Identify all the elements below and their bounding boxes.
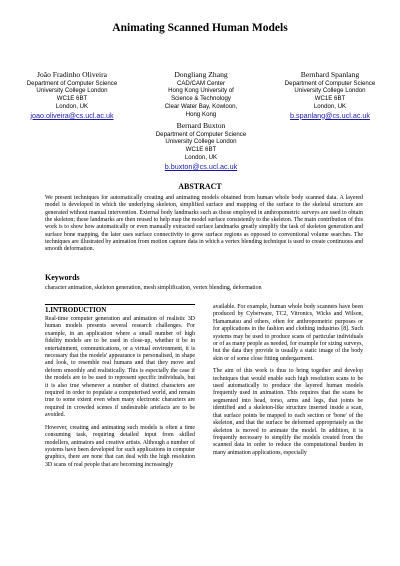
author-affiliation-line: University College London bbox=[36, 87, 108, 95]
author-block-spanlang bbox=[272, 70, 388, 120]
author-email-link[interactable]: joao.oliveira@cs.ucl.ac.uk bbox=[30, 110, 114, 120]
abstract-text: We present techniques for automatically creating and animating models obtained from human whole body scanned data. A layered model is developed in which the underlying skeleton, simplified surface and mapping of the surface to the skeletal structure are generated without manual intervention. External body landmarks such as those employed in anthropometric surveys are used to obtain the skeleton; these landmarks are then reused to help map the model surface consistently to the skeleton. The main contribution of this work is to show how automatically or even manually extracted surface landmarks greatly simplify the task of skeleton generation and surface bone mapping, the later uses surface connectivity to grow surface regions as opposed to conventional volume searches. The techniques are illustrated by animation from motion capture data in which a vertex blending technique is used to create continuous and smooth deformation. bbox=[45, 195, 363, 253]
author-affiliation-line: CAD/CAM Center bbox=[176, 79, 226, 87]
body-paragraph: The aim of this work is thus to bring together and develop techniques that would enable such high resolution scans to be used automatically to produce the layered human models frequently used in animation. This requires that the scans be segmented into head, torso, arms and legs, that joints be identified and a skeleton-like structure inserted inside a scan, that surface points be mapped to each section or 'bone' of the skeleton, and that the surface be deformed appropriately as the skeleton is moved to animate the model. In addition, it is frequently necessary to simplify the models created from the scanned data in order to reduce the computational burden in many animation applications, especially bbox=[213, 368, 363, 456]
author-affiliation-line: Clear Water Bay, Kowloon, bbox=[164, 102, 238, 110]
author-affiliation-line: University College London bbox=[165, 138, 237, 146]
author-name: Bernard Buxton bbox=[176, 121, 226, 130]
section-heading: 1.INTRODUCTION bbox=[45, 306, 107, 314]
author-email-link[interactable]: b.buxton@cs.ucl.ac.uk bbox=[164, 161, 238, 171]
author-affiliation-line: Hong Kong University of bbox=[168, 87, 234, 95]
author-block-oliveira bbox=[18, 70, 126, 120]
author-affiliation-line: London, UK bbox=[313, 102, 347, 110]
author-affiliation-line: University College London bbox=[294, 87, 366, 95]
body-paragraph: Real-time computer generation and animation of realistic 3D human models presents several research challenges. For example, in an application where a small number of high fidelity models are to be used in close-up, whether it be in entertainment, communications, or a virtual environment, it is necessary that the models' appearance is personalised, in shape and look, to resemble real humans and that they move and deform smoothly and realistically. This is especially the case if the models are to be used to represent specific individuals, but it is also true whenever a number of distinct characters are required in order to populate a computerised world, and remain true to some extent even when many electronic characters are required in crowded scenes if undesirable artefacts are to be avoided. bbox=[45, 316, 195, 419]
author-block-buxton bbox=[137, 121, 265, 171]
abstract-heading: ABSTRACT bbox=[178, 182, 222, 191]
section-rule bbox=[45, 304, 195, 305]
author-affiliation-line: WC1E 6BT bbox=[185, 146, 217, 154]
keywords-text: character animation, skeleton generation, mesh simplification, vertex blending, deformation bbox=[45, 285, 262, 291]
body-paragraph: available. For example, human whole body scanners have been produced by Cyberware, TC2, Vitronics, Wicks and Wilson, Hamamatsu and others, often for anthropometric purposes or for applications in the fashion and clothing industries [8]. Such systems may be used to produce scans of particular individuals or of as many people as needed, for example for sizing surveys, but the data they provide is usually a static image of the body skin or of some close fitting undergarment. bbox=[213, 304, 363, 362]
paper-title: Animating Scanned Human Models bbox=[112, 22, 288, 34]
author-affiliation-line: Department of Computer Science bbox=[26, 79, 118, 87]
body-column-left bbox=[45, 304, 195, 474]
author-name: João Fradinho Oliveira bbox=[36, 70, 108, 79]
author-affiliation-line: Science & Technology bbox=[171, 95, 231, 103]
author-affiliation-line: London, UK bbox=[55, 102, 89, 110]
keywords-heading: Keywords bbox=[45, 273, 80, 282]
author-affiliation-line: WC1E 6BT bbox=[56, 95, 88, 103]
author-block-zhang bbox=[137, 70, 265, 118]
author-affiliation-line: London, UK bbox=[184, 153, 218, 161]
body-paragraph: However, creating and animating such models is often a time consuming task, requiring detailed input from skilled modellers, animators and creative artists. Although a number of systems have been developed for such applications in computer graphics, there are none that can deal with the high resolution 3D scans of real people that are becoming increasingly bbox=[45, 424, 195, 468]
author-affiliation-line: Department of Computer Science bbox=[155, 130, 247, 138]
author-affiliation-line: Hong Kong bbox=[185, 110, 217, 118]
author-name: Dongliang Zhang bbox=[174, 70, 228, 79]
author-email-link[interactable]: b.spanlang@cs.ucl.ac.uk bbox=[289, 110, 370, 120]
body-column-right bbox=[213, 304, 363, 462]
author-affiliation-line: WC1E 6BT bbox=[314, 95, 346, 103]
author-name: Bernhard Spanlang bbox=[300, 70, 360, 79]
author-affiliation-line: Department of Computer Science bbox=[284, 79, 376, 87]
